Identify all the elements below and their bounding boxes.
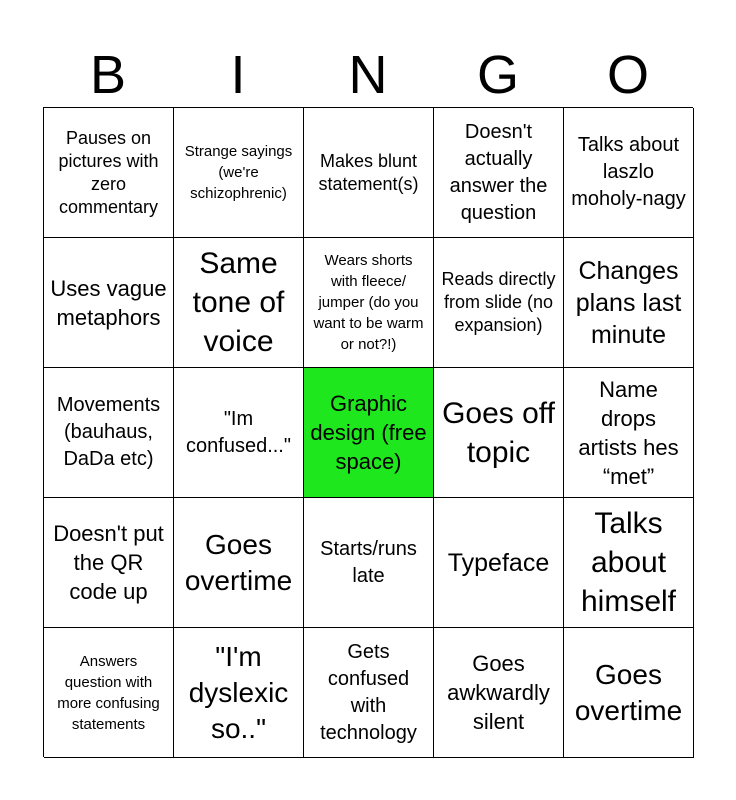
bingo-header <box>43 42 693 108</box>
cell-text: Doesn't put the QR code up <box>53 521 164 604</box>
cell-text: Typeface <box>447 548 550 577</box>
cell-text: Changes plans last minute <box>575 256 682 349</box>
bingo-cell[interactable] <box>174 628 304 758</box>
cell-text: Name drops artists hes “met” <box>578 376 679 489</box>
bingo-cell[interactable] <box>434 238 564 368</box>
cell-text: Gets confused with technology <box>320 640 417 744</box>
bingo-cell[interactable] <box>564 368 694 498</box>
bingo-cell[interactable] <box>434 498 564 628</box>
bingo-cell[interactable] <box>44 498 174 628</box>
cell-text: Talks about laszlo moholy-nagy <box>571 134 686 210</box>
bingo-cell[interactable] <box>304 238 434 368</box>
bingo-cell[interactable] <box>434 368 564 498</box>
bingo-cell[interactable] <box>564 238 694 368</box>
bingo-cell[interactable] <box>434 108 564 238</box>
bingo-cell[interactable] <box>44 238 174 368</box>
bingo-cell[interactable] <box>174 368 304 498</box>
bingo-cell[interactable] <box>564 628 694 758</box>
cell-text: Answers question with more confusing statements <box>57 652 160 733</box>
bingo-cell[interactable] <box>44 108 174 238</box>
cell-text: Goes overtime <box>574 658 683 726</box>
bingo-cell[interactable] <box>304 108 434 238</box>
header-letter-n: N <box>348 45 388 105</box>
cell-text: Reads directly from slide (no expansion) <box>441 269 556 335</box>
cell-text: Talks about himself <box>580 507 677 618</box>
bingo-grid <box>43 107 693 757</box>
free-space-cell[interactable] <box>304 368 434 498</box>
bingo-cell[interactable] <box>44 368 174 498</box>
cell-text: Uses vague metaphors <box>50 275 167 330</box>
cell-text: Same tone of voice <box>192 247 285 358</box>
bingo-cell[interactable] <box>174 238 304 368</box>
bingo-cell[interactable] <box>304 628 434 758</box>
cell-text: Pauses on pictures with zero commentary <box>58 127 159 217</box>
bingo-cell[interactable] <box>44 628 174 758</box>
cell-text: "I'm dyslexic so.." <box>188 640 289 744</box>
cell-text: Goes off topic <box>442 396 555 469</box>
cell-text: Wears shorts with fleece/ jumper (do you want to be warm or not?!) <box>313 252 424 353</box>
cell-text: Graphic design (free space) <box>310 391 427 474</box>
header-letter-o: O <box>606 45 649 105</box>
bingo-cell[interactable] <box>564 498 694 628</box>
bingo-cell[interactable] <box>304 498 434 628</box>
bingo-cell[interactable] <box>174 108 304 238</box>
cell-text: Goes awkwardly silent <box>447 651 550 734</box>
bingo-cell[interactable] <box>174 498 304 628</box>
header-letter-g: G <box>476 45 519 105</box>
cell-text: Strange sayings (we're schizophrenic) <box>184 143 293 202</box>
bingo-cell[interactable] <box>564 108 694 238</box>
cell-text: Makes blunt statement(s) <box>318 150 419 194</box>
header-letter-i: I <box>230 45 246 105</box>
cell-text: "Im confused..." <box>186 407 291 457</box>
cell-text: Movements (bauhaus, DaDa etc) <box>56 394 161 470</box>
cell-text: Goes overtime <box>184 528 293 596</box>
bingo-cell[interactable] <box>434 628 564 758</box>
cell-text: Doesn't actually answer the question <box>449 120 548 224</box>
cell-text: Starts/runs late <box>320 537 417 587</box>
header-letter-b: B <box>89 45 127 105</box>
